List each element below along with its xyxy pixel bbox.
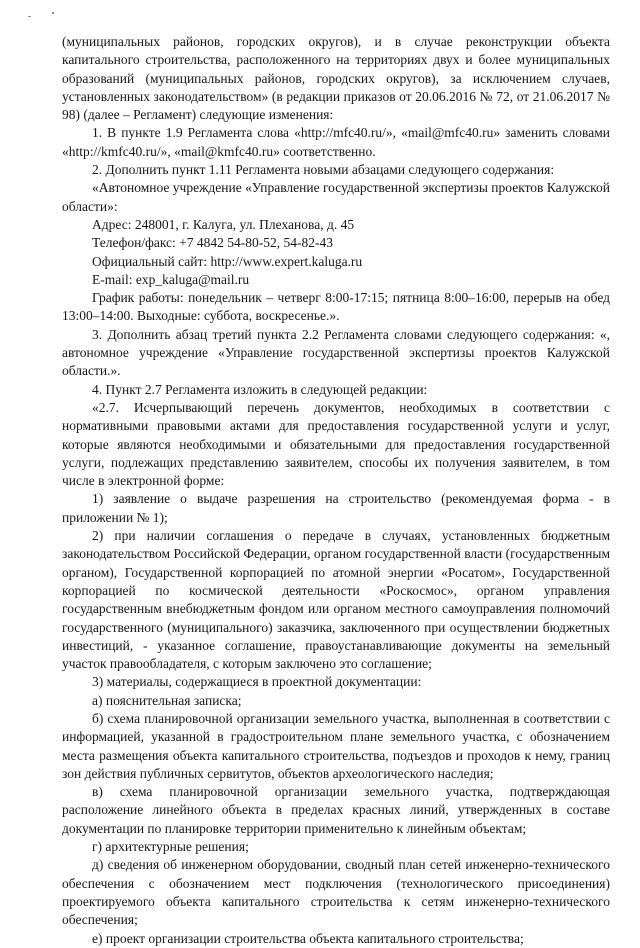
amendment-item-4: 4. Пункт 2.7 Регламента изложить в следующей редакции:	[92, 381, 428, 397]
list-item-3d: д) сведения об инженерном оборудовании, сводный план сетей инженерно-технического обеспечения с обозначением мест подключения (технологического присоединения) проектируемого объекта капитального строительства к сетям инженерно-технического обеспечения;	[62, 857, 610, 928]
list-item-3a: а) пояснительная записка;	[92, 692, 242, 708]
list-item-3v: в) схема планировочной организации земельного участка, подтверждающая расположение линейного объекта в пределах красных линий, утвержденных в составе документации по планировке территории применительно к линейным объектам;	[62, 784, 610, 836]
list-item-3e: е) проект организации строительства объекта капитального строительства;	[92, 930, 524, 946]
scan-speck	[28, 16, 31, 17]
contact-phone: Телефон/факс: +7 4842 54-80-52, 54-82-43	[92, 235, 334, 251]
contact-email: E-mail: exp_kaluga@mail.ru	[92, 271, 250, 287]
organization-name: «Автономное учреждение «Управление государственной экспертизы проектов Калужской области»:	[62, 180, 610, 214]
paragraph-intro-continuation: (муниципальных районов, городских округов), и в случае реконструкции объекта капитального строительства, расположенного на территориях двух и более муниципальных образований (муниципальных районов, городских округов), за исключением случаев, установленных законодательством» (в редакции приказов от 20.06.2016 № 72, от 21.06.2017 № 98) (далее – Регламент) следующие изменения:	[62, 34, 610, 123]
list-item-3g: г) архитектурные решения;	[92, 839, 249, 855]
contact-address: Адрес: 248001, г. Калуга, ул. Плеханова, д. 45	[92, 216, 355, 232]
document-body	[62, 33, 610, 948]
list-item-1: 1) заявление о выдаче разрешения на строительство (рекомендуемая форма - в приложении № 1);	[62, 491, 610, 525]
list-item-3: 3) материалы, содержащиеся в проектной документации:	[92, 674, 422, 690]
contact-schedule: График работы: понедельник – четверг 8:00-17:15; пятница 8:00–16:00, перерыв на обед 13:00–14:00. Выходные: суббота, воскресенье.».	[62, 290, 610, 324]
scan-speck	[52, 12, 54, 14]
amendment-item-1: 1. В пункте 1.9 Регламента слова «http://mfc40.ru/», «mail@mfc40.ru» заменить словами «http://kmfc40.ru/», «mail@kmfc40.ru» соответственно.	[62, 125, 610, 159]
list-item-3b: б) схема планировочной организации земельного участка, выполненная в соответствии с информацией, указанной в градостроительном плане земельного участка, с обозначением места размещения объекта капитального строительства, подъездов и проходов к нему, границ зон действия публичных сервитутов, объектов археологического наследия;	[62, 710, 610, 781]
amendment-item-2: 2. Дополнить пункт 1.11 Регламента новыми абзацами следующего содержания:	[92, 162, 555, 178]
amendment-item-3: 3. Дополнить абзац третий пункта 2.2 Регламента словами следующего содержания: «, автономное учреждение «Управление государственной экспертизы проектов Калужской области.».	[62, 326, 610, 379]
contact-website: Официальный сайт: http://www.expert.kaluga.ru	[92, 253, 363, 269]
clause-2-7: «2.7. Исчерпывающий перечень документов, необходимых в соответствии с нормативными правовыми актами для предоставления государственной услуги и услуг, которые являются необходимыми и обязательными для предоставления государственной услуги, подлежащих представлению заявителем, способы их получения заявителем, в том числе в электронной форме:	[62, 399, 610, 489]
list-item-2: 2) при наличии соглашения о передаче в случаях, установленных бюджетным законодательством Российской Федерации, органом государственной власти (государственным органом), Государственной корпорацией по атомной энергии «Росатом», Государственной корпорацией по космической деятельности «Роскосмос», органом управления государственным внебюджетным фондом или органом местного самоуправления полномочий государственного (муниципального) заказчика, заключенного при осуществлении бюджетных инвестиций, - указанное соглашение, правоустанавливающие документы на земельный участок правообладателя, с которым заключено это соглашение;	[62, 528, 610, 672]
